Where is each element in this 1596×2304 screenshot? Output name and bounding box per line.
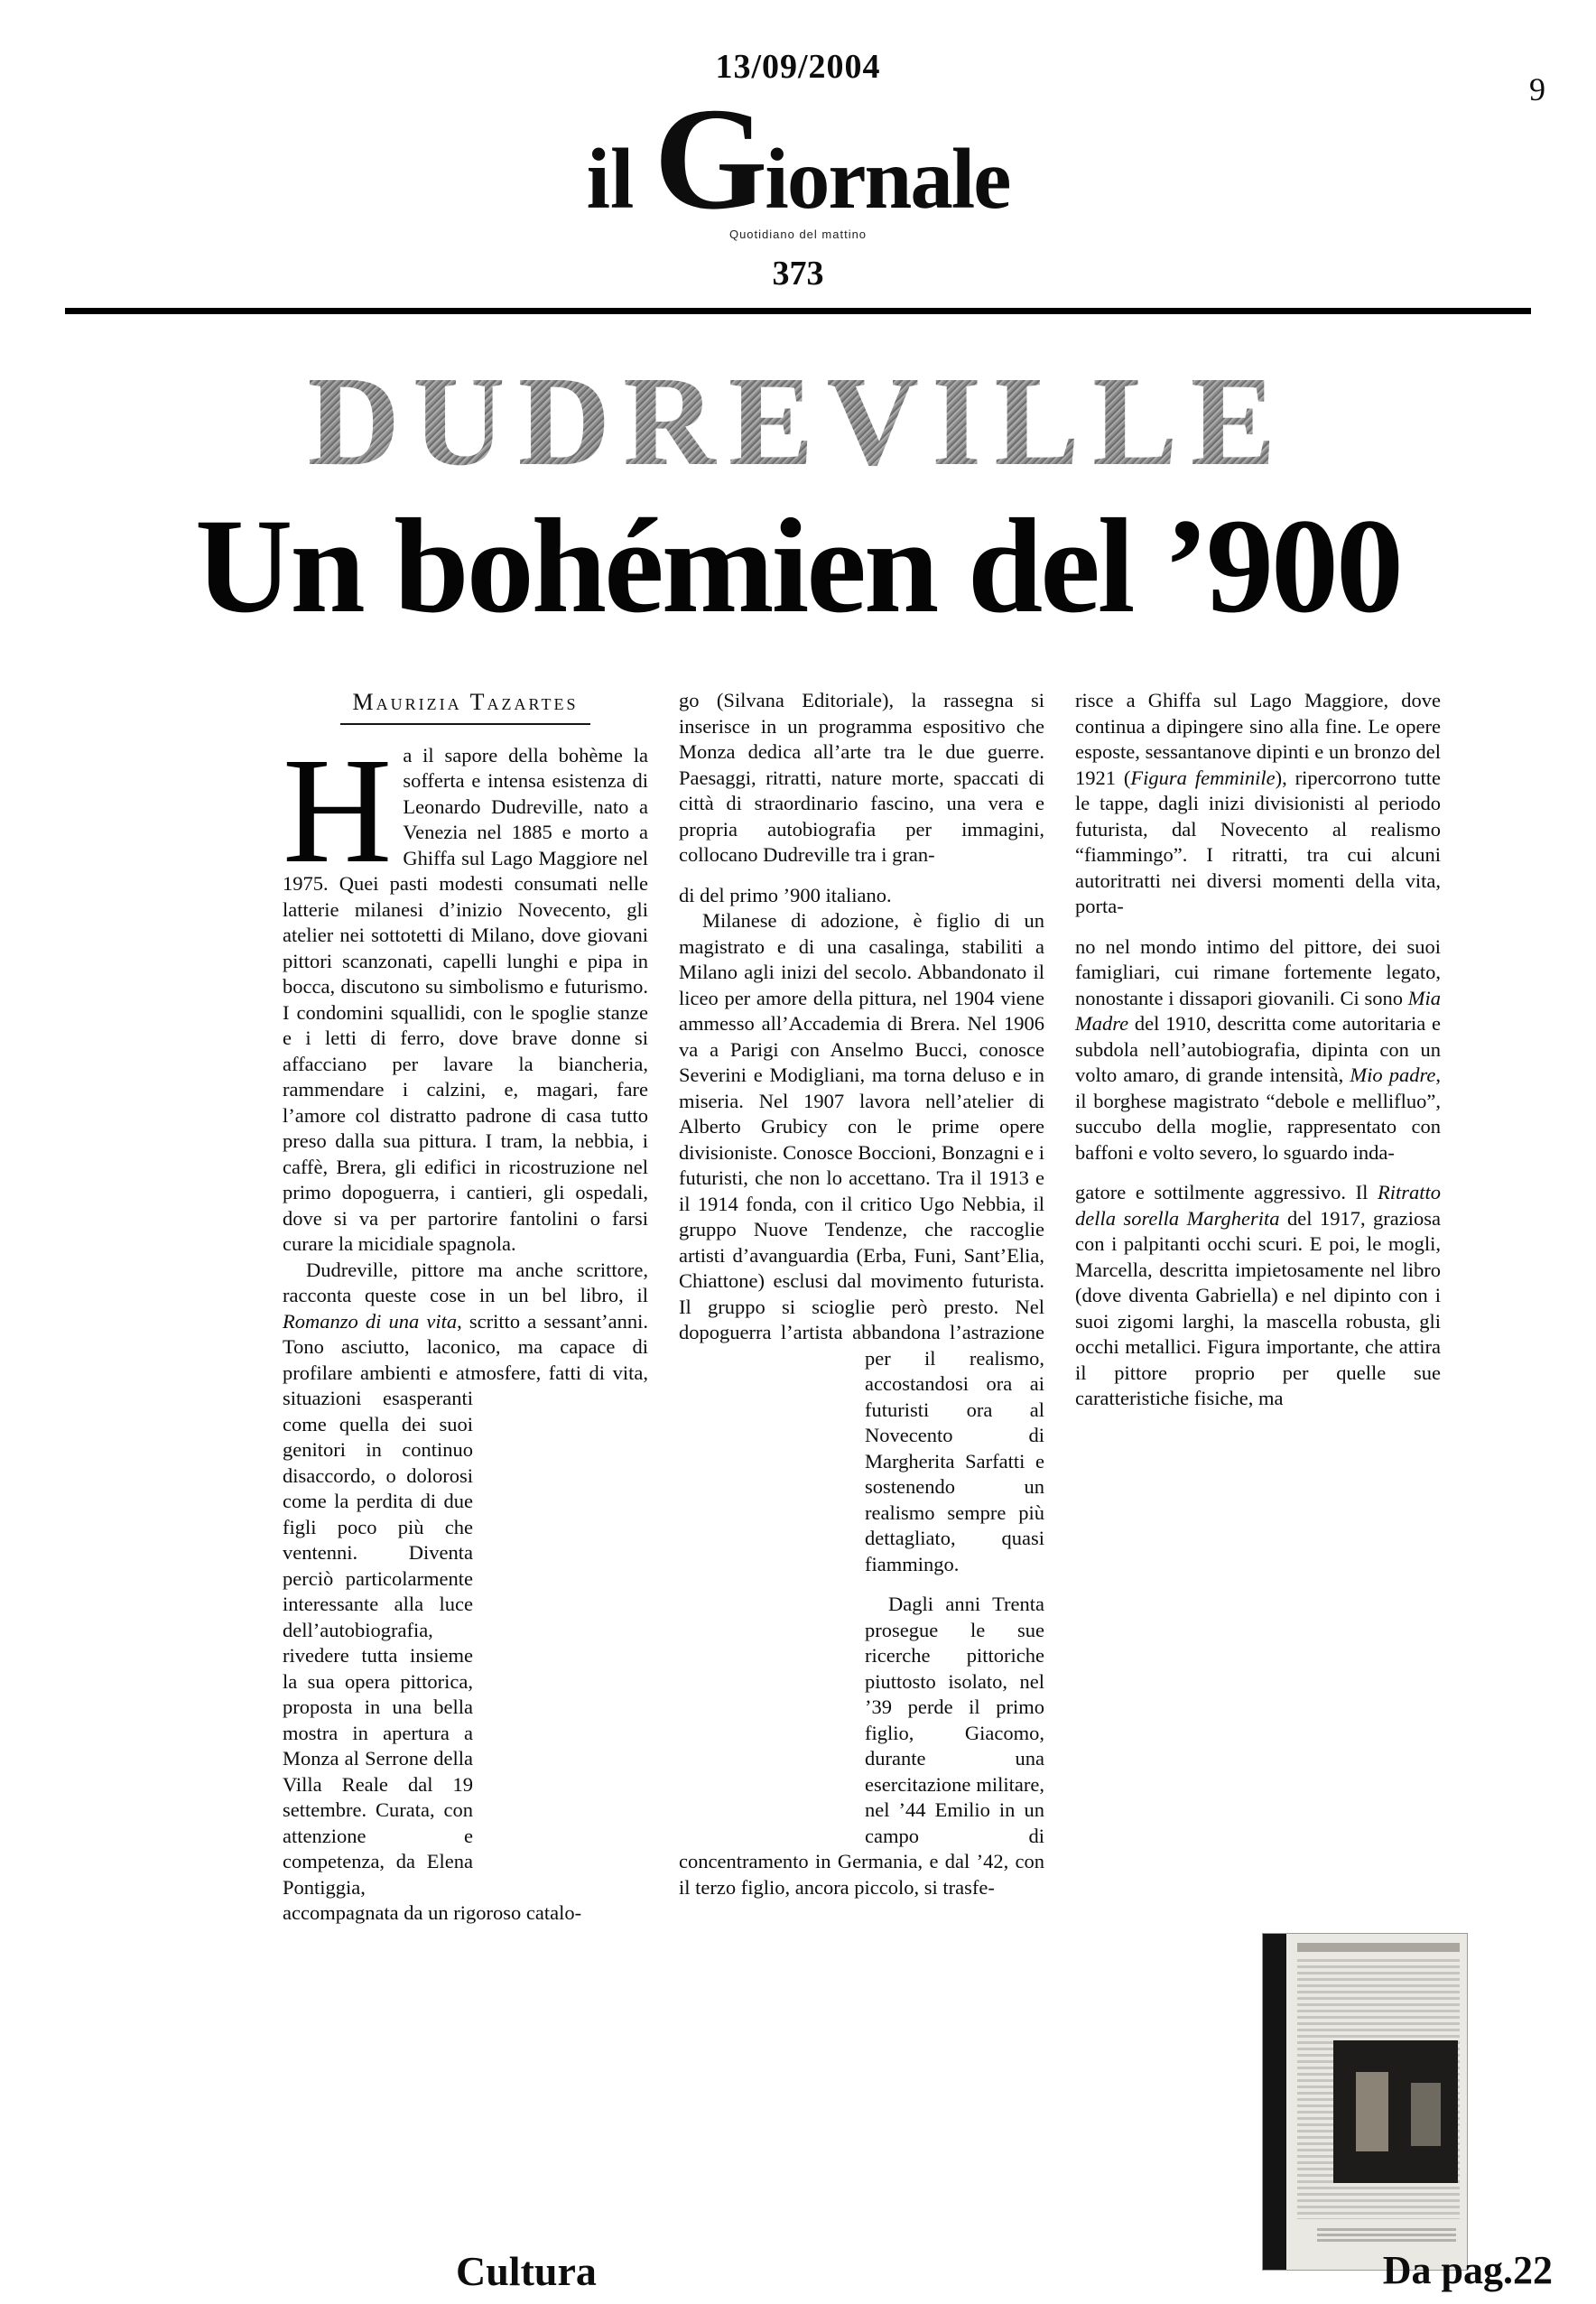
thumbnail-caption-right [1384, 2228, 1456, 2243]
article-paragraph: go (Silvana Editoriale), la rassegna si inserisce in un programma espositivo che Monza dedica all’arte tra le due guerre. Paesaggi, ritratti, nature morte, spaccati di città di straordinario fascino, una vera e propria autobiografia per immagini, collocano Dudreville tra i gran- [679, 689, 1044, 867]
page-reference: Da pag.22 [1382, 2248, 1553, 2292]
column-2-paragraphs [679, 688, 1044, 1900]
drop-cap: H [283, 726, 393, 895]
masthead-word-il: il [586, 131, 635, 227]
whitespace-block [679, 1350, 850, 1837]
article-column-3 [1075, 688, 1441, 1927]
article-paragraph: Milanese di adozione, è figlio di un magistrato e di una casalinga, stabiliti a Milano agli inizi del secolo. Abbandonato il liceo per amore della pittura, nel 1904 viene ammesso all’Accademia di Brera. Nel 1906 va a Parigi con Anselmo Bucci, conosce Severini e Modigliani, ma torna deluso e in miseria. Nel 1907 lavora nell’atelier di Alberto Grubicy con le prime opere divisioniste. Conosce Boccioni, Bonzagni e i futuristi, che non lo accettano. Tra il 1913 e il 1914 fonda, con il critico Ugo Nebbia, il gruppo Nuove Tendenze, che raccoglie artisti d’avanguardia (Erba, Funi, Sant’Elia, Chiattone) esclusi dal movimento futurista. Il gruppo si scioglie però presto. Nel dopoguerra l’artista abbandona l’astrazione per il realismo, accostandosi ora ai futuristi ora al Novecento di Margherita Sarfatti e sostenendo un realismo sempre più dettagliato, quasi fiammingo. [679, 908, 1044, 1577]
archive-number: 373 [772, 255, 824, 293]
thumbnail-gutter-strip [1263, 1934, 1286, 2270]
article-paragraph: no nel mondo intimo del pittore, dei suoi famigliari, cui rimane fortemente legato, nonostante i dissapori giovanili. Ci sono Mia Madre del 1910, descritta come autoritaria e subdola nell’autobiografia, dipinta con un volto amaro, di grande intensità, Mio padre, il borghese magistrato “debole e mellifluo”, succubo della moglie, rappresentato con baffoni e volto severo, lo sguardo inda- [1075, 934, 1442, 1164]
thumbnail-page [1286, 1934, 1467, 2270]
kicker-headline: DUDREVILLE [0, 354, 1596, 488]
page-number: 9 [1529, 71, 1545, 107]
whitespace-block [487, 1389, 648, 1895]
masthead-word-iornale: iornale [765, 131, 1010, 227]
header-rule [65, 308, 1531, 314]
column-3-paragraphs [1075, 688, 1441, 1412]
byline: Maurizia Tazartes [340, 690, 591, 725]
page-22-thumbnail [1262, 1933, 1468, 2271]
article-column-2 [679, 688, 1044, 1927]
masthead-initial-g: G [654, 79, 765, 240]
article-paragraph: Ha il sapore della bohème la sofferta e intensa esistenza di Leonardo Dudreville, nato a Venezia nel 1885 e morto a Ghiffa sul Lago Maggiore nel 1975. Quei pasti modesti consumati nelle latterie milanesi d’inizio Novecento, gli atelier nei sottotetti di Milano, dove giovani pittori scanzonati, capelli lunghi e pipa in bocca, discutono su simbolismo e futurismo. I condomini squallidi, con le spoglie stanze e i letti di ferro, dove brave donne si affacciano per lavare la biancheria, rammendare i calzini, e, magari, fare l’amore col distratto padrone di casa tutto preso dalla sua pittura. I tram, la nebbia, i caffè, Brera, gli edifici in ricostruzione nel primo dopoguerra, i cantieri, gli ospedali, dove si va per partorire fantolini o farsi curare la micidiale spagnola. [283, 726, 648, 1256]
article-paragraph: risce a Ghiffa sul Lago Maggiore, dove continua a dipingere sino alla fine. Le opere esposte, sessantanove dipinti e un bronzo del 1921 (Figura femminile), ripercorrono tutte le tappe, dagli inizi divisionisti al periodo futurista, dal Novecento al realismo “fiammingo”. I ritratti, tra cui alcuni autoritratti nei diversi momenti della vita, porta- [1075, 689, 1441, 918]
article-paragraph: gatore e sottilmente aggressivo. Il Ritratto della sorella Margherita del 1917, graziosa con i palpitanti occhi scuri. E poi, le mogli, Marcella, descritta impietosamente nel libro (dove diventa Gabriella) e nel dipinto con i suoi zigomi larghi, la mascella robusta, gli occhi metallici. Figura importante, che attira il pittore proprio per quelle sue caratteristiche fisiche, ma [1075, 1181, 1441, 1410]
thumbnail-headline-bar [1297, 1943, 1460, 1952]
article-paragraph: Dudreville, pittore ma anche scrittore, racconta queste cose in un bel libro, il Romanzo di una vita, scritto a sessant’anni. Tono asciutto, laconico, ma capace di profilare ambienti e atmosfere, fatti di vita, situazioni esasperanti come quella dei suoi genitori in continuo disaccordo, o dolorosi come la perdita di due figli poco più che ventenni. Diventa perciò particolarmente interessante alla luce dell’autobiografia, rivedere tutta insieme la sua opera pittorica, proposta in una bella mostra in apertura a Monza al Serrone della Villa Reale dal 19 settembre. Curata, con attenzione e competenza, da Elena Pontiggia, accompagnata da un rigoroso catalo- [283, 1258, 648, 1925]
byline-wrap [283, 690, 648, 725]
issue-date: 13/09/2004 [715, 48, 881, 86]
thumbnail-caption-left [1317, 2228, 1389, 2243]
article-body [283, 688, 1441, 1927]
main-headline: Un bohémien del ’900 [195, 491, 1401, 642]
thumbnail-photo [1333, 2040, 1458, 2183]
article-paragraph: di del primo ’900 italiano. [679, 883, 892, 906]
column-1-paragraphs [283, 726, 648, 1927]
article-paragraph: Dagli anni Trenta prosegue le sue ricerche pittoriche piuttosto isolato, nel ’39 perde il primo figlio, Giacomo, durante una esercitazione militare, nel ’44 Emilio in un campo di concentramento in Germania, e dal ’42, con il terzo figlio, ancora piccolo, si trasfe- [679, 1593, 1044, 1899]
masthead-tagline: Quotidiano del mattino [728, 228, 868, 241]
article-column-1 [283, 688, 648, 1927]
newspaper-page [0, 47, 1596, 2304]
section-label: Cultura [456, 2248, 597, 2294]
